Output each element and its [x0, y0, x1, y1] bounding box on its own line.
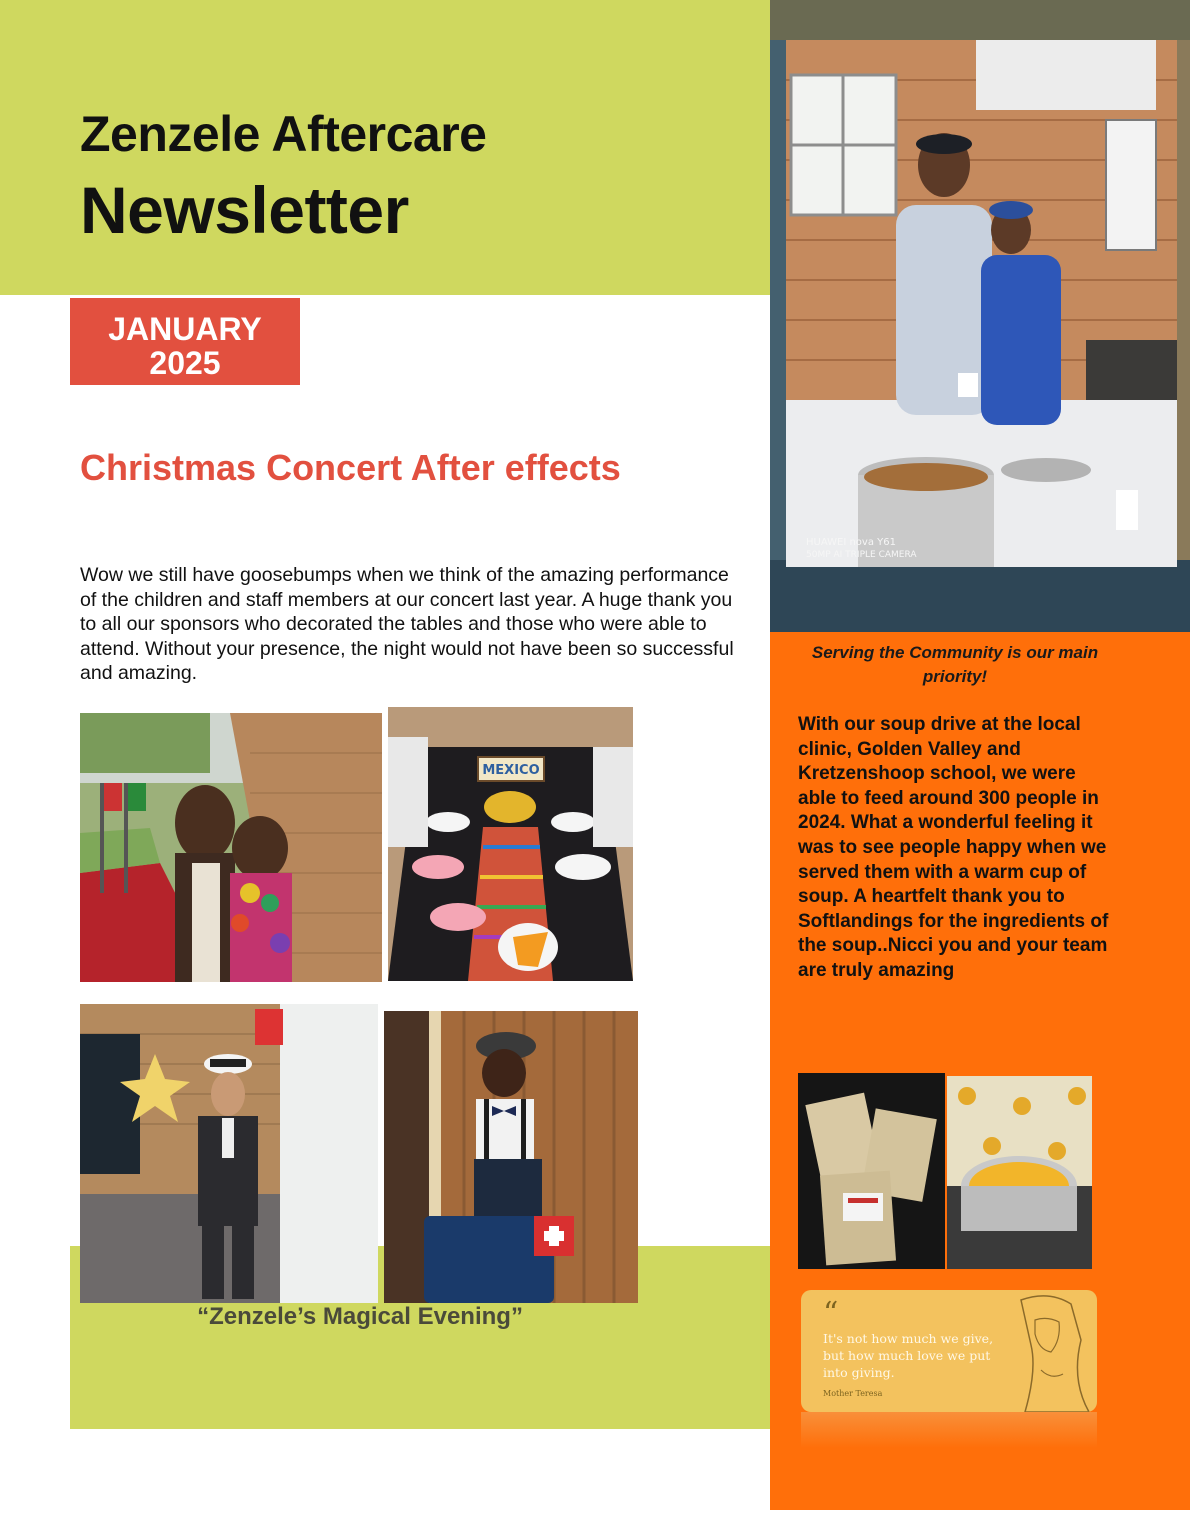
photo-mexico-table: [388, 707, 633, 981]
quote-card: [801, 1290, 1097, 1412]
photo-soup-ingredients: [798, 1073, 945, 1269]
newsletter-title-line2: Newsletter: [80, 173, 409, 247]
portrait-sketch-icon: [1001, 1290, 1097, 1412]
date-badge-month: JANUARY: [108, 311, 262, 347]
mexico-sign: MEXICO: [482, 763, 540, 778]
camera-watermark-line1: HUAWEI nova Y61: [806, 537, 896, 548]
section-heading: Christmas Concert After effects: [80, 447, 621, 488]
date-badge-year: 2025: [149, 345, 221, 381]
date-badge: [70, 298, 300, 385]
quote-author: Mother Teresa: [823, 1389, 883, 1398]
camera-watermark-line2: 50MP AI TRIPLE CAMERA: [806, 550, 917, 560]
photo-soup-serving: [786, 40, 1177, 567]
quote-card-reflection: [801, 1412, 1097, 1448]
newsletter-title-line1: Zenzele Aftercare: [80, 106, 487, 162]
photo-caption: “Zenzele’s Magical Evening”: [197, 1303, 523, 1330]
photo-captain-costume: [80, 1004, 378, 1303]
sidebar-tagline: Serving the Community is our main priority!: [811, 643, 1099, 686]
photo-flat-cap-boy: [384, 1011, 638, 1303]
concert-body-text: Wow we still have goosebumps when we think of the amazing performance of the children and staff members at our concert last year. A huge thank you to all our sponsors who decorated the tables and those who were able to attend. Without your presence, the night would not have been so successful and amazing.: [80, 564, 734, 684]
quote-text: It's not how much we give, but how much love we put into giving.: [823, 1331, 994, 1380]
photo-couple-red-carpet: [80, 713, 382, 982]
quote-mark-icon: “: [823, 1296, 839, 1331]
photo-soup-pot: [947, 1076, 1092, 1269]
soup-drive-text: With our soup drive at the local clinic, Golden Valley and Kretzenshoop school, we were able to feed around 300 people in 2024. What a wonderful feeling it was to see people happy when we served them with a warm cup of soup. A heartfelt thank you to Softlandings for the ingredients of the soup..Nicci you and your team are truly amazing: [798, 714, 1109, 981]
